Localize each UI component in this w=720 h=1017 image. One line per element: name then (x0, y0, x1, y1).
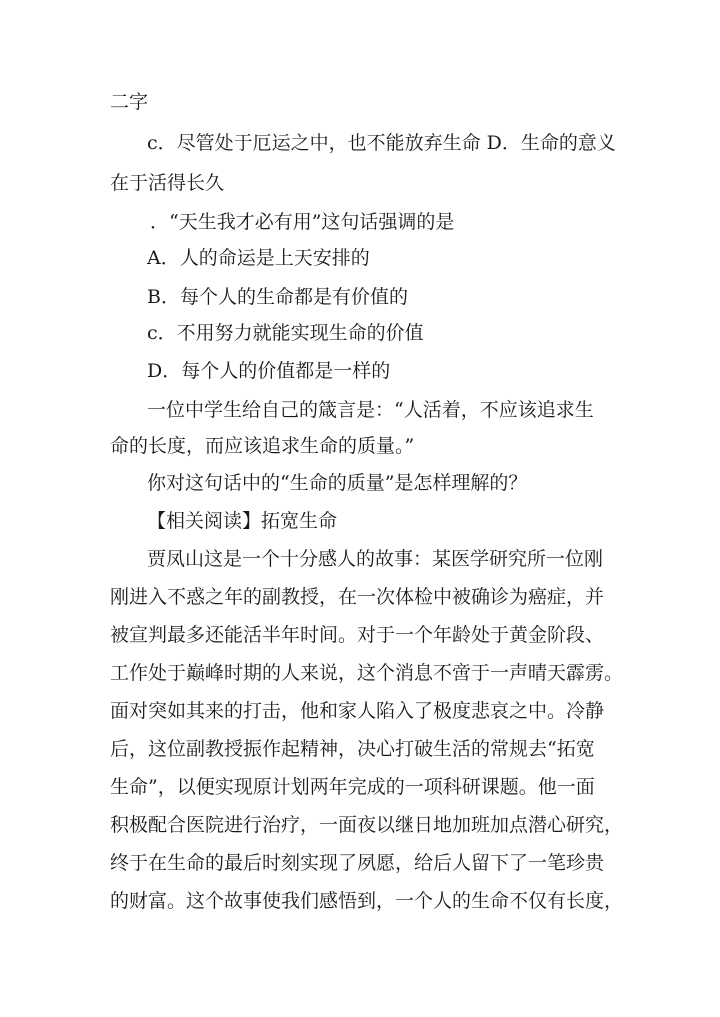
motto-line: 命的长度，而应该追求生命的质量。” (110, 435, 415, 457)
text-line: 二字 (110, 91, 149, 113)
story-line: 生命”，以便实现原计划两年完成的一项科研课题。他一面 (110, 776, 595, 798)
story-line: 积极配合医院进行治疗，一面夜以继日地加班加点潜心研究， (110, 814, 624, 836)
question-line: 你对这句话中的“生命的质量”是怎样理解的？ (147, 472, 528, 494)
story-line: 的财富。这个故事使我们感悟到，一个人的生命不仅有长度， (110, 890, 624, 912)
story-line: 贾凤山这是一个十分感人的故事：某医学研究所一位刚 (147, 548, 604, 570)
story-line: 终于在生命的最后时刻实现了夙愿，给后人留下了一笔珍贵 (110, 852, 605, 874)
story-line: 工作处于巅峰时期的人来说，这个消息不啻于一声晴天霹雳。 (110, 662, 624, 684)
story-line: 后，这位副教授振作起精神，决心打破生活的常规去“拓宽 (110, 738, 595, 760)
option-a: A．人的命运是上天安排的 (147, 247, 370, 269)
story-line: 被宣判最多还能活半年时间。对于一个年龄处于黄金阶段、 (110, 624, 605, 646)
option-c-d-line: c．尽管处于厄运之中，也不能放弃生命 D．生命的意义 (147, 132, 616, 154)
option-c: c．不用努力就能实现生命的价值 (147, 322, 424, 344)
text-line: 在于活得长久 (110, 172, 225, 194)
question-line: ．“天生我才必有用”这句话强调的是 (150, 211, 455, 233)
motto-line: 一位中学生给自己的箴言是：“人活着，不应该追求生 (147, 399, 594, 421)
option-b: B．每个人的生命都是有价值的 (147, 286, 408, 308)
story-line: 面对突如其来的打击，他和家人陷入了极度悲哀之中。冷静 (110, 700, 605, 722)
option-d: D．每个人的价值都是一样的 (147, 360, 391, 382)
section-heading: 【相关阅读】拓宽生命 (147, 510, 338, 532)
story-line: 刚进入不惑之年的副教授，在一次体检中被确诊为癌症，并 (110, 586, 605, 608)
